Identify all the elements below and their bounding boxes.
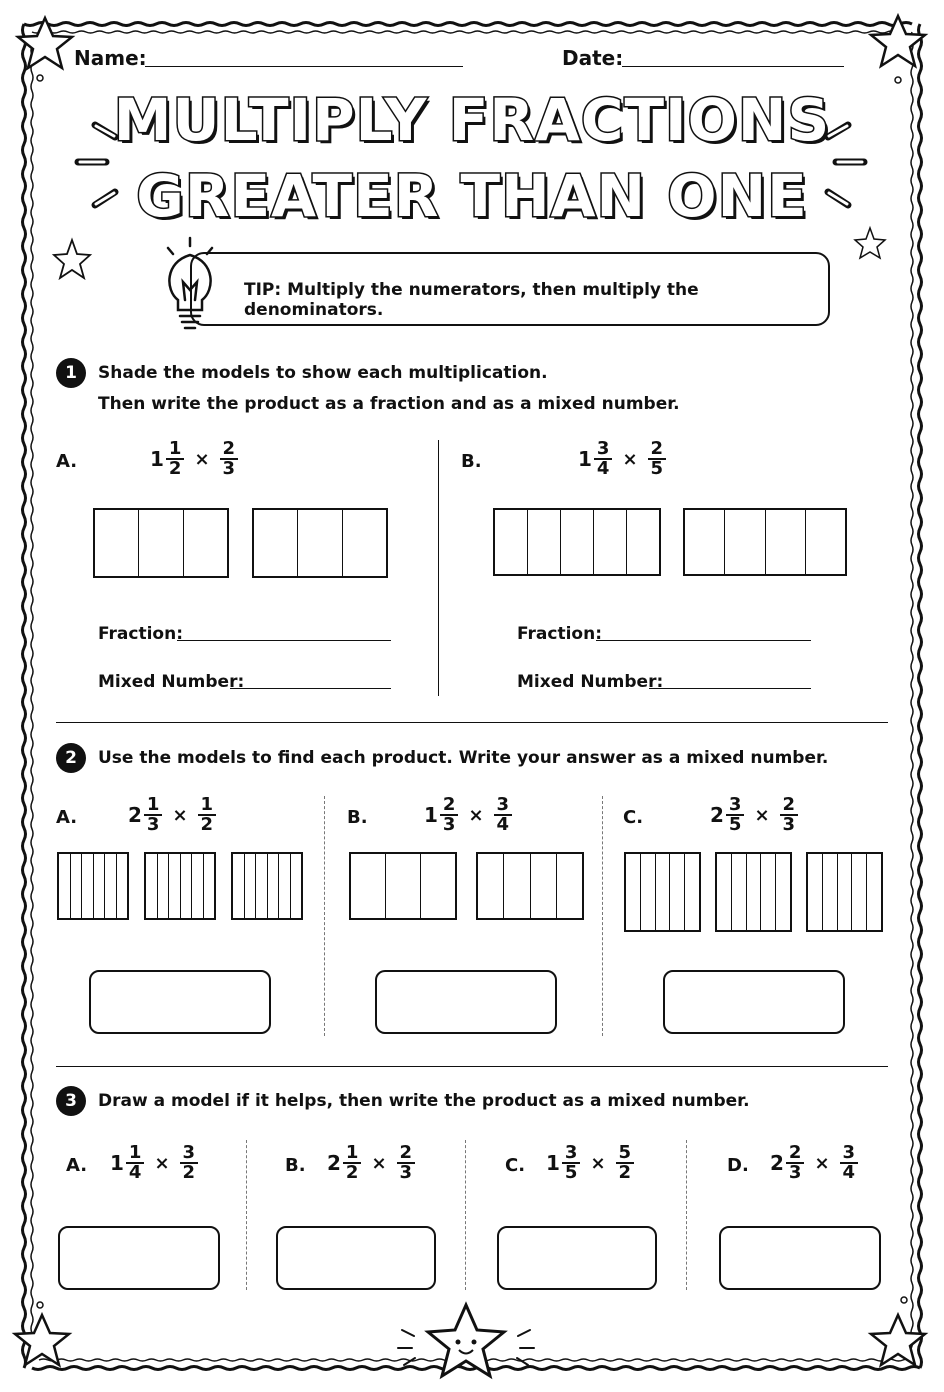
- fraction-model[interactable]: [493, 508, 661, 576]
- fraction-model[interactable]: [144, 852, 216, 920]
- fraction-model[interactable]: [252, 508, 388, 578]
- section2-instruction: Use the models to find each product. Write your answer as a mixed number.: [98, 748, 829, 768]
- whole-number: 1: [150, 447, 164, 471]
- denominator: 3: [146, 814, 160, 835]
- fraction-label: Fraction:: [517, 624, 602, 644]
- numerator: 1: [144, 796, 163, 816]
- section-divider: [56, 722, 888, 723]
- star-icon: [54, 240, 90, 278]
- whole-number: 2: [327, 1151, 341, 1175]
- numerator: 3: [180, 1144, 199, 1164]
- denominator: 5: [728, 814, 742, 835]
- problem-expression: [578, 440, 666, 478]
- fraction-label: Fraction:: [98, 624, 183, 644]
- column-divider: [246, 1140, 247, 1290]
- denominator: 4: [596, 458, 610, 479]
- problem-letter: C.: [505, 1155, 526, 1176]
- answer-box[interactable]: [276, 1226, 436, 1290]
- whole-number: 1: [424, 803, 438, 827]
- problem-expression: [327, 1144, 415, 1182]
- problem-letter: A.: [66, 1155, 88, 1176]
- column-divider: [465, 1140, 466, 1290]
- fraction-answer-field[interactable]: [177, 640, 391, 641]
- numerator: 3: [562, 1144, 581, 1164]
- denominator: 2: [182, 1162, 196, 1183]
- numerator: 2: [786, 1144, 805, 1164]
- section-number-badge: 1: [56, 358, 86, 388]
- answer-box[interactable]: [89, 970, 271, 1034]
- column-divider: [438, 440, 439, 696]
- date-field[interactable]: [622, 66, 844, 67]
- multiply-sign: ×: [172, 804, 188, 826]
- denominator: 2: [618, 1162, 632, 1183]
- star-icon: [855, 228, 885, 258]
- name-field[interactable]: [145, 66, 463, 67]
- whole-number: 2: [770, 1151, 784, 1175]
- tip-box: [190, 252, 830, 326]
- numerator: 1: [198, 796, 217, 816]
- multiply-sign: ×: [754, 804, 770, 826]
- denominator: 4: [496, 814, 510, 835]
- section-divider: [56, 1066, 888, 1067]
- problem-expression: [546, 1144, 634, 1182]
- mixed-number-label: Mixed Number:: [517, 672, 664, 692]
- denominator: 3: [399, 1162, 413, 1183]
- problem-letter: B.: [285, 1155, 306, 1176]
- page-title-line1: MULTIPLY FRACTIONS: [113, 86, 831, 154]
- tip-text: TIP: Multiply the numerators, then multiply the denominators.: [244, 280, 699, 320]
- numerator: 2: [440, 796, 459, 816]
- multiply-sign: ×: [371, 1152, 387, 1174]
- denominator: 3: [788, 1162, 802, 1183]
- problem-expression: [770, 1144, 858, 1182]
- smiling-star-icon: [428, 1305, 504, 1376]
- answer-box[interactable]: [375, 970, 557, 1034]
- section-number-badge: 3: [56, 1086, 86, 1116]
- denominator: 5: [564, 1162, 578, 1183]
- whole-number: 2: [710, 803, 724, 827]
- problem-letter: D.: [727, 1155, 749, 1176]
- column-divider: [602, 796, 603, 1036]
- problem-letter: C.: [623, 807, 644, 828]
- star-icon: [871, 1315, 925, 1365]
- problem-expression: [110, 1144, 198, 1182]
- mixed-number-answer-field[interactable]: [649, 688, 811, 689]
- numerator: 1: [126, 1144, 145, 1164]
- answer-box[interactable]: [663, 970, 845, 1034]
- numerator: 2: [780, 796, 799, 816]
- section3-instruction: Draw a model if it helps, then write the product as a mixed number.: [98, 1091, 750, 1111]
- numerator: 1: [166, 440, 185, 460]
- page-title-line2: GREATER THAN ONE: [136, 162, 808, 230]
- fraction-model[interactable]: [476, 852, 584, 920]
- answer-box[interactable]: [497, 1226, 657, 1290]
- whole-number: 1: [546, 1151, 560, 1175]
- section1-instruction-line1: Shade the models to show each multiplication.: [98, 363, 548, 383]
- fraction-model[interactable]: [624, 852, 701, 932]
- denominator: 2: [168, 458, 182, 479]
- multiply-sign: ×: [814, 1152, 830, 1174]
- multiply-sign: ×: [590, 1152, 606, 1174]
- problem-expression: [150, 440, 238, 478]
- section1-instruction-line2: Then write the product as a fraction and as a mixed number.: [98, 394, 680, 414]
- multiply-sign: ×: [194, 448, 210, 470]
- multiply-sign: ×: [468, 804, 484, 826]
- denominator: 3: [222, 458, 236, 479]
- numerator: 2: [648, 440, 667, 460]
- section-number-badge: 2: [56, 743, 86, 773]
- fraction-answer-field[interactable]: [596, 640, 811, 641]
- numerator: 2: [220, 440, 239, 460]
- problem-letter: A.: [56, 807, 78, 828]
- numerator: 3: [726, 796, 745, 816]
- problem-expression: [128, 796, 216, 834]
- numerator: 3: [840, 1144, 859, 1164]
- denominator: 3: [782, 814, 796, 835]
- date-label: Date:: [562, 46, 624, 70]
- fraction-model[interactable]: [349, 852, 457, 920]
- fraction-model[interactable]: [683, 508, 847, 576]
- name-label: Name:: [74, 46, 147, 70]
- fraction-model[interactable]: [806, 852, 883, 932]
- mixed-number-answer-field[interactable]: [230, 688, 391, 689]
- problem-letter: A.: [56, 451, 78, 472]
- column-divider: [324, 796, 325, 1036]
- whole-number: 1: [578, 447, 592, 471]
- column-divider: [686, 1140, 687, 1290]
- numerator: 3: [594, 440, 613, 460]
- problem-letter: B.: [461, 451, 482, 472]
- denominator: 2: [345, 1162, 359, 1183]
- problem-letter: B.: [347, 807, 368, 828]
- denominator: 2: [200, 814, 214, 835]
- numerator: 1: [343, 1144, 362, 1164]
- multiply-sign: ×: [622, 448, 638, 470]
- denominator: 4: [842, 1162, 856, 1183]
- problem-expression: [710, 796, 798, 834]
- whole-number: 1: [110, 1151, 124, 1175]
- answer-box[interactable]: [58, 1226, 220, 1290]
- fraction-model[interactable]: [93, 508, 229, 578]
- problem-expression: [424, 796, 512, 834]
- denominator: 4: [128, 1162, 142, 1183]
- fraction-model[interactable]: [57, 852, 129, 920]
- denominator: 5: [650, 458, 664, 479]
- answer-box[interactable]: [719, 1226, 881, 1290]
- whole-number: 2: [128, 803, 142, 827]
- multiply-sign: ×: [154, 1152, 170, 1174]
- mixed-number-label: Mixed Number:: [98, 672, 245, 692]
- numerator: 2: [397, 1144, 416, 1164]
- fraction-model[interactable]: [715, 852, 792, 932]
- fraction-model[interactable]: [231, 852, 303, 920]
- denominator: 3: [442, 814, 456, 835]
- numerator: 3: [494, 796, 513, 816]
- numerator: 5: [616, 1144, 635, 1164]
